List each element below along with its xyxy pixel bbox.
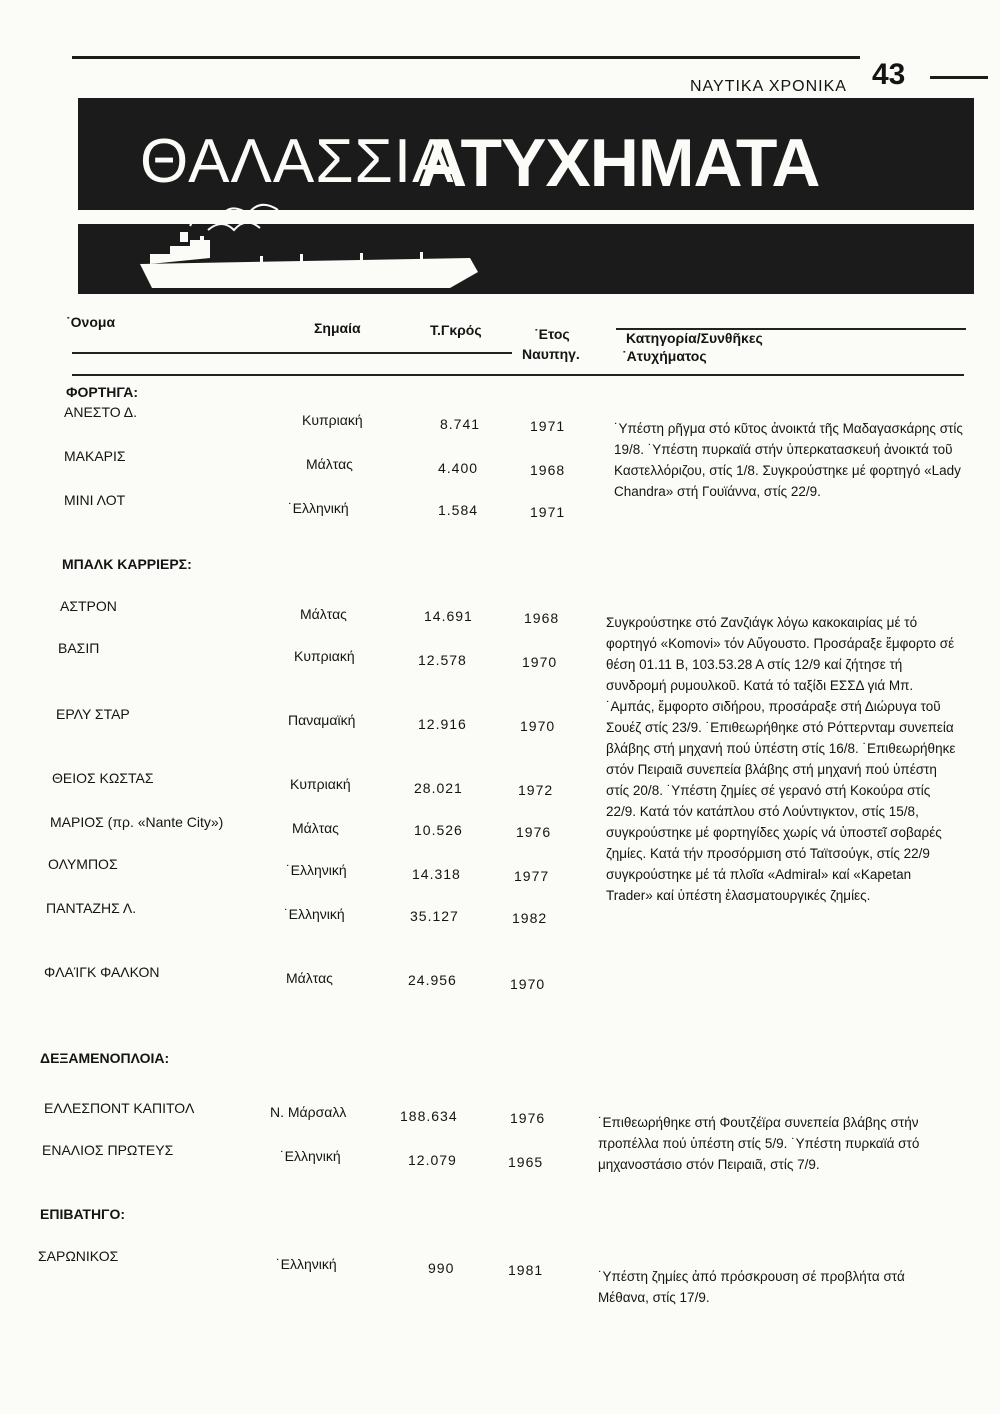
ship-year: 1970 bbox=[522, 654, 558, 670]
ship-tonnage: 12.578 bbox=[418, 652, 467, 668]
ship-name: ΜΑΡΙΟΣ (πρ. «Nante City») bbox=[50, 814, 224, 830]
ship-year: 1977 bbox=[514, 868, 550, 884]
header-rule-left bbox=[72, 352, 512, 354]
top-rule bbox=[72, 56, 860, 59]
ship-flag: ˙Ελληνική bbox=[286, 862, 347, 878]
banner-title-light: ΘΑΛΑΣΣΙΑ bbox=[140, 127, 455, 196]
ship-flag: Μάλτας bbox=[300, 606, 347, 622]
ship-tonnage: 14.691 bbox=[424, 608, 473, 624]
col-year-header-1: ˙Ετος bbox=[534, 326, 570, 342]
ship-flag: Παναμαϊκή bbox=[288, 712, 356, 728]
ship-flag: ˙Ελληνική bbox=[288, 500, 349, 516]
ship-flag: Κυπριακή bbox=[290, 776, 351, 792]
ship-year: 1970 bbox=[520, 718, 556, 734]
ship-flag: ˙Ελληνική bbox=[284, 906, 345, 922]
ship-year: 1968 bbox=[530, 462, 566, 478]
section-tankers: ΔΕΞΑΜΕΝΟΠΛΟΙΑ: bbox=[40, 1050, 170, 1066]
ship-year: 1972 bbox=[518, 782, 554, 798]
ship-tonnage: 8.741 bbox=[440, 416, 481, 432]
bulk-incidents-text: Συγκρούστηκε στό Ζανζιάγκ λόγω κακοκαιρίας μέ τό φορτηγό «Komovi» τόν Αὔγουστο. Προσάραξε ἔμφορτο σέ θέση 01.11 Β, 103.53.28 Α στίς 12/9 καί ζήτησε τή συνδρομή ρυμουλκοῦ. Κατά τό ταξίδι ΕΣΣΔ γιά Μπ. ˙Αμπάς, ἔμφορτο σιδήρου, προσάραξε στή Διώρυγα τοῦ Σουέζ στίς 23/9. ˙Επιθεωρήθηκε στό Ρόττερνταμ συνεπεία βλάβης στή μηχανή πού ὑπέστη στίς 16/8. ˙Επιθεωρήθηκε στόν Πειραιᾶ συνεπεία βλάβης στή μηχανή πού ὑπέστη στίς 20/8. ˙Υπέστη ζημίες σέ γερανό στή Κοκούρα στίς 22/9. Κατά τόν κατάπλου στό Λούντιγκτον, στίς 15/8, συγκρούστηκε μέ φορτηγίδες χωρίς νά ὑποστεῖ σοβαρές ζημίες. Κατά τήν προσόρμιση στό Ταϊτσούγκ, στίς 22/9 συγκρούστηκε μέ τά πλοῖα «Admiral» καί «Kapetan Trader» καί ὑπέστη ἐλασματουργικές ζημίες. bbox=[606, 615, 956, 903]
ship-name: ΕΝΑΛΙΟΣ ΠΡΩΤΕΥΣ bbox=[42, 1142, 174, 1158]
ship-tonnage: 4.400 bbox=[438, 460, 479, 476]
ship-year: 1982 bbox=[512, 910, 548, 926]
header-rule-bottom bbox=[72, 374, 964, 376]
col-flag-header: Σημαία bbox=[314, 320, 361, 336]
ship-flag: ˙Ελληνική bbox=[276, 1256, 337, 1272]
col-category-header-1: Κατηγορία/Συνθῆκες bbox=[626, 330, 763, 346]
ship-tonnage: 35.127 bbox=[410, 908, 459, 924]
ship-tonnage: 1.584 bbox=[438, 502, 479, 518]
ship-flag: Μάλτας bbox=[292, 820, 339, 836]
ship-year: 1970 bbox=[510, 976, 546, 992]
section-cargo: ΦΟΡΤΗΓΑ: bbox=[66, 384, 139, 400]
section-passenger: ΕΠΙΒΑΤΗΓΟ: bbox=[40, 1206, 126, 1222]
passenger-incidents-text: ˙Υπέστη ζημίες ἀπό πρόσκρουση σέ προβλήτα στά Μέθανα, στίς 17/9. bbox=[598, 1269, 905, 1305]
ship-year: 1971 bbox=[530, 418, 566, 434]
ship-year: 1968 bbox=[524, 610, 560, 626]
ship-name: ΑΣΤΡΟΝ bbox=[60, 598, 117, 614]
ship-name: ΕΡΛΥ ΣΤΑΡ bbox=[56, 706, 130, 722]
col-name-header: ˙Ονομα bbox=[66, 314, 116, 330]
ship-name: ΕΛΛΕΣΠΟΝΤ ΚΑΠΙΤΟΛ bbox=[44, 1100, 195, 1116]
col-category-header-2: ˙Ατυχήματος bbox=[622, 348, 707, 364]
header-rule-top-right bbox=[616, 328, 966, 330]
journal-title: ΝΑΥΤΙΚΑ ΧΡΟΝΙΚΑ bbox=[690, 78, 847, 95]
page-number: 43 bbox=[872, 58, 906, 91]
ship-flag: Μάλτας bbox=[306, 456, 353, 472]
ship-flag: Ν. Μάρσαλλ bbox=[270, 1104, 347, 1120]
ship-illustration bbox=[130, 196, 490, 292]
ship-name: ΟΛΥΜΠΟΣ bbox=[48, 856, 118, 872]
ship-name: ΜΙΝΙ ΛΟΤ bbox=[64, 492, 126, 508]
section-bulk-carriers: ΜΠΑΛΚ ΚΑΡΡΙΕΡΣ: bbox=[62, 556, 192, 572]
ship-name: ΜΑΚΑΡΙΣ bbox=[64, 448, 126, 464]
ship-year: 1971 bbox=[530, 504, 566, 520]
ship-flag: ˙Ελληνική bbox=[280, 1148, 341, 1164]
cargo-incidents-text: ˙Υπέστη ρῆγμα στό κῦτος ἀνοικτά τῆς Μαδαγασκάρης στίς 19/8. ˙Υπέστη πυρκαϊά στήν ὑπερκατασκευή ἀνοικτά τοῦ Καστελλόριζου, στίς 1/8. Συγκρούστηκε μέ φορτηγό «Lady Chandra» στή Γουϊάννα, στίς 22/9. bbox=[614, 421, 963, 499]
ship-name: ΣΑΡΩΝΙΚΟΣ bbox=[38, 1248, 119, 1264]
ship-year: 1981 bbox=[508, 1262, 544, 1278]
ship-tonnage: 188.634 bbox=[400, 1108, 458, 1124]
ship-name: ΦΛΑΊΓΚ ΦΑΛΚΟΝ bbox=[44, 964, 160, 980]
ship-tonnage: 12.916 bbox=[418, 716, 467, 732]
col-tonnage-header: Τ.Γκρός bbox=[430, 322, 482, 338]
ship-flag: Μάλτας bbox=[286, 970, 333, 986]
ship-flag: Κυπριακή bbox=[302, 412, 363, 428]
ship-tonnage: 990 bbox=[428, 1260, 455, 1276]
ship-tonnage: 12.079 bbox=[408, 1152, 457, 1168]
ship-tonnage: 14.318 bbox=[412, 866, 461, 882]
ship-tonnage: 28.021 bbox=[414, 780, 463, 796]
ship-name: ΑΝΕΣΤΟ Δ. bbox=[64, 404, 137, 420]
top-rule-right bbox=[930, 76, 988, 79]
ship-flag: Κυπριακή bbox=[294, 648, 355, 664]
ship-name: ΒΑΣΙΠ bbox=[58, 640, 100, 656]
ship-tonnage: 24.956 bbox=[408, 972, 457, 988]
ship-year: 1976 bbox=[516, 824, 552, 840]
ship-year: 1965 bbox=[508, 1154, 544, 1170]
ship-year: 1976 bbox=[510, 1110, 546, 1126]
col-year-header-2: Ναυπηγ. bbox=[522, 346, 580, 362]
ship-tonnage: 10.526 bbox=[414, 822, 463, 838]
tanker-incidents-text: ˙Επιθεωρήθηκε στή Φουτζέϊρα συνεπεία βλάβης στήν προπέλλα πού ὑπέστη στίς 5/9. ˙Υπέστη πυρκαϊά στό μηχανοστάσιο στόν Πειραιᾶ, στίς 7/9. bbox=[598, 1115, 920, 1172]
ship-name: ΘΕΙΟΣ ΚΩΣΤΑΣ bbox=[52, 770, 154, 786]
banner-title-bold: ΑΤΥΧΗΜΑΤΑ bbox=[418, 125, 820, 201]
ship-name: ΠΑΝΤΑΖΗΣ Λ. bbox=[46, 900, 137, 916]
